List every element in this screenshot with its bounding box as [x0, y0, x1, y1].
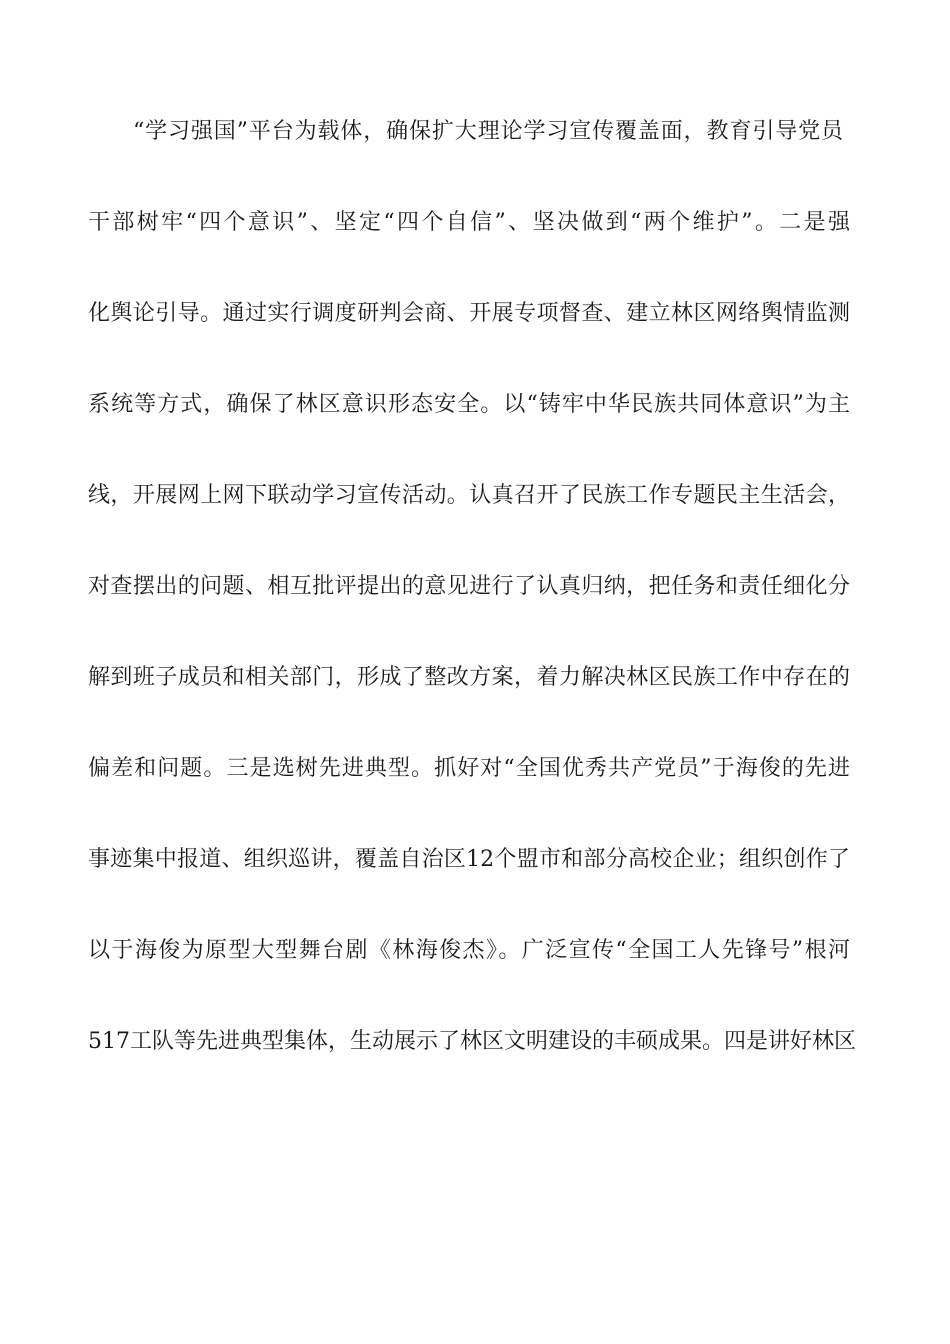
paragraph-line: 干部树牢“四个意识”、坚定“四个自信”、坚决做到“两个维护”。二是强: [88, 210, 850, 235]
paragraph-line: 对查摆出的问题、相互批评提出的意见进行了认真归纳，把任务和责任细化分: [88, 574, 850, 599]
paragraph-line: 化舆论引导。通过实行调度研判会商、开展专项督查、建立林区网络舆情监测: [88, 301, 850, 326]
paragraph-line: 系统等方式，确保了林区意识形态安全。以“铸牢中华民族共同体意识”为主: [88, 392, 850, 417]
paragraph-line: 解到班子成员和相关部门，形成了整改方案，着力解决林区民族工作中存在的: [88, 665, 850, 690]
paragraph-line: 线，开展网上网下联动学习宣传活动。认真召开了民族工作专题民主生活会，: [88, 483, 850, 508]
paragraph-line: 517工队等先进典型集体，生动展示了林区文明建设的丰硕成果。四是讲好林区: [88, 1029, 856, 1054]
paragraph-line: 偏差和问题。三是选树先进典型。抓好对“全国优秀共产党员”于海俊的先进: [88, 756, 850, 781]
paragraph-line: 事迹集中报道、组织巡讲，覆盖自治区12个盟市和部分高校企业；组织创作了: [88, 847, 850, 872]
paragraph-line: 以于海俊为原型大型舞台剧《林海俊杰》。广泛宣传“全国工人先锋号”根河: [88, 938, 850, 963]
paragraph-line: “学习强国”平台为载体，确保扩大理论学习宣传覆盖面，教育引导党员: [133, 119, 843, 144]
